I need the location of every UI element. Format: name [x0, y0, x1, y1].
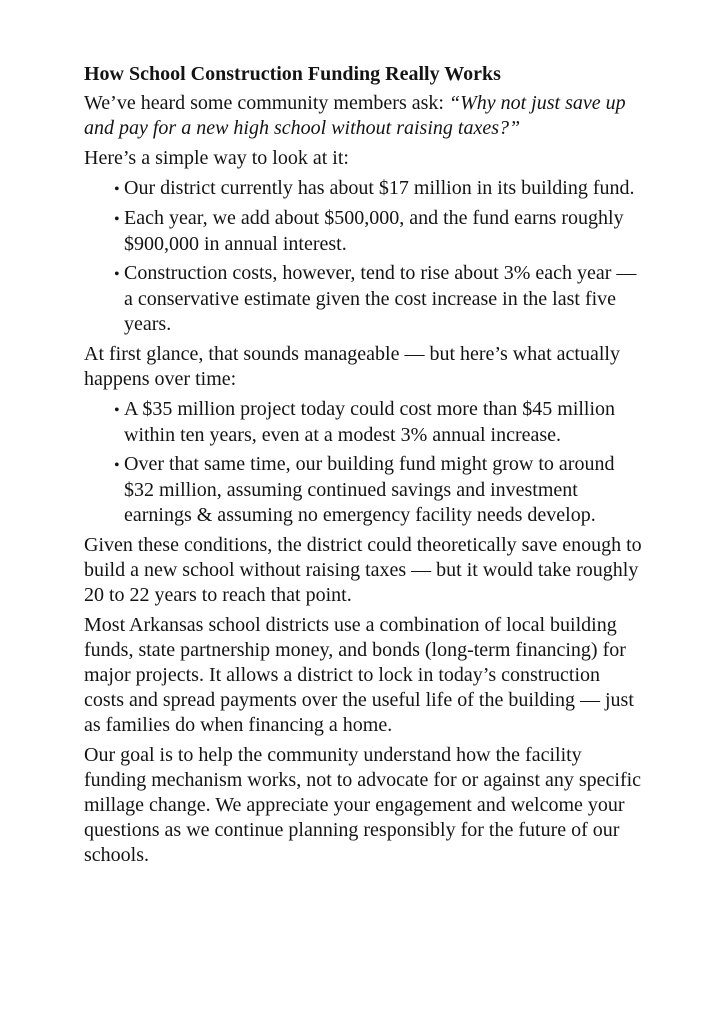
- bullet-icon: •: [114, 457, 120, 474]
- projections-list: [84, 397, 644, 528]
- list-item: [84, 176, 644, 202]
- goal-paragraph: Our goal is to help the community understand how the facility funding mechanism works, not to advocate for or against any specific millage change. We appreciate your engagement and welcome your questions as we continue planning responsibly for the future of our schools.: [84, 744, 642, 866]
- bullet-icon: •: [114, 266, 120, 283]
- fact-text: Construction costs, however, tend to rise about 3% each year — a conservative estimate given the cost increase in the last five years.: [124, 262, 637, 335]
- projection-text: A $35 million project today could cost more than $45 million within ten years, even at a modest 3% annual increase.: [124, 398, 616, 446]
- projection-text: Over that same time, our building fund might grow to around $32 million, assuming continued savings and investment earnings & assuming no emergency facility needs develop.: [124, 453, 615, 526]
- bullet-icon: •: [114, 211, 120, 228]
- intro-quote: “Why not just save up and pay for a new high school without raising taxes?”: [84, 92, 626, 139]
- list-item: [84, 261, 644, 337]
- financing-paragraph: Most Arkansas school districts use a combination of local building funds, state partnership money, and bonds (long-term financing) for major projects. It allows a district to lock in today’s construction costs and spread payments over the useful life of the building — just as families do when financing a home.: [84, 614, 634, 736]
- intro-text: We’ve heard some community members ask:: [84, 92, 449, 114]
- transition-paragraph: At first glance, that sounds manageable — but here’s what actually happens over time:: [84, 343, 620, 390]
- facts-list: [84, 176, 644, 337]
- list-item: [84, 452, 644, 528]
- document-title: How School Construction Funding Really Works: [84, 63, 501, 85]
- intro-paragraph: [84, 91, 644, 141]
- list-item: [84, 206, 644, 257]
- fact-text: Our district currently has about $17 million in its building fund.: [124, 177, 635, 199]
- fact-text: Each year, we add about $500,000, and the fund earns roughly $900,000 in annual interest.: [124, 207, 624, 255]
- list-item: [84, 397, 644, 448]
- savings-timeline-paragraph: Given these conditions, the district could theoretically save enough to build a new school without raising taxes — but it would take roughly 20 to 22 years to reach that point.: [84, 534, 642, 606]
- bullet-icon: •: [114, 181, 120, 198]
- document-page: [84, 62, 644, 873]
- bullet-icon: •: [114, 402, 120, 419]
- lead-in-text: Here’s a simple way to look at it:: [84, 147, 349, 169]
